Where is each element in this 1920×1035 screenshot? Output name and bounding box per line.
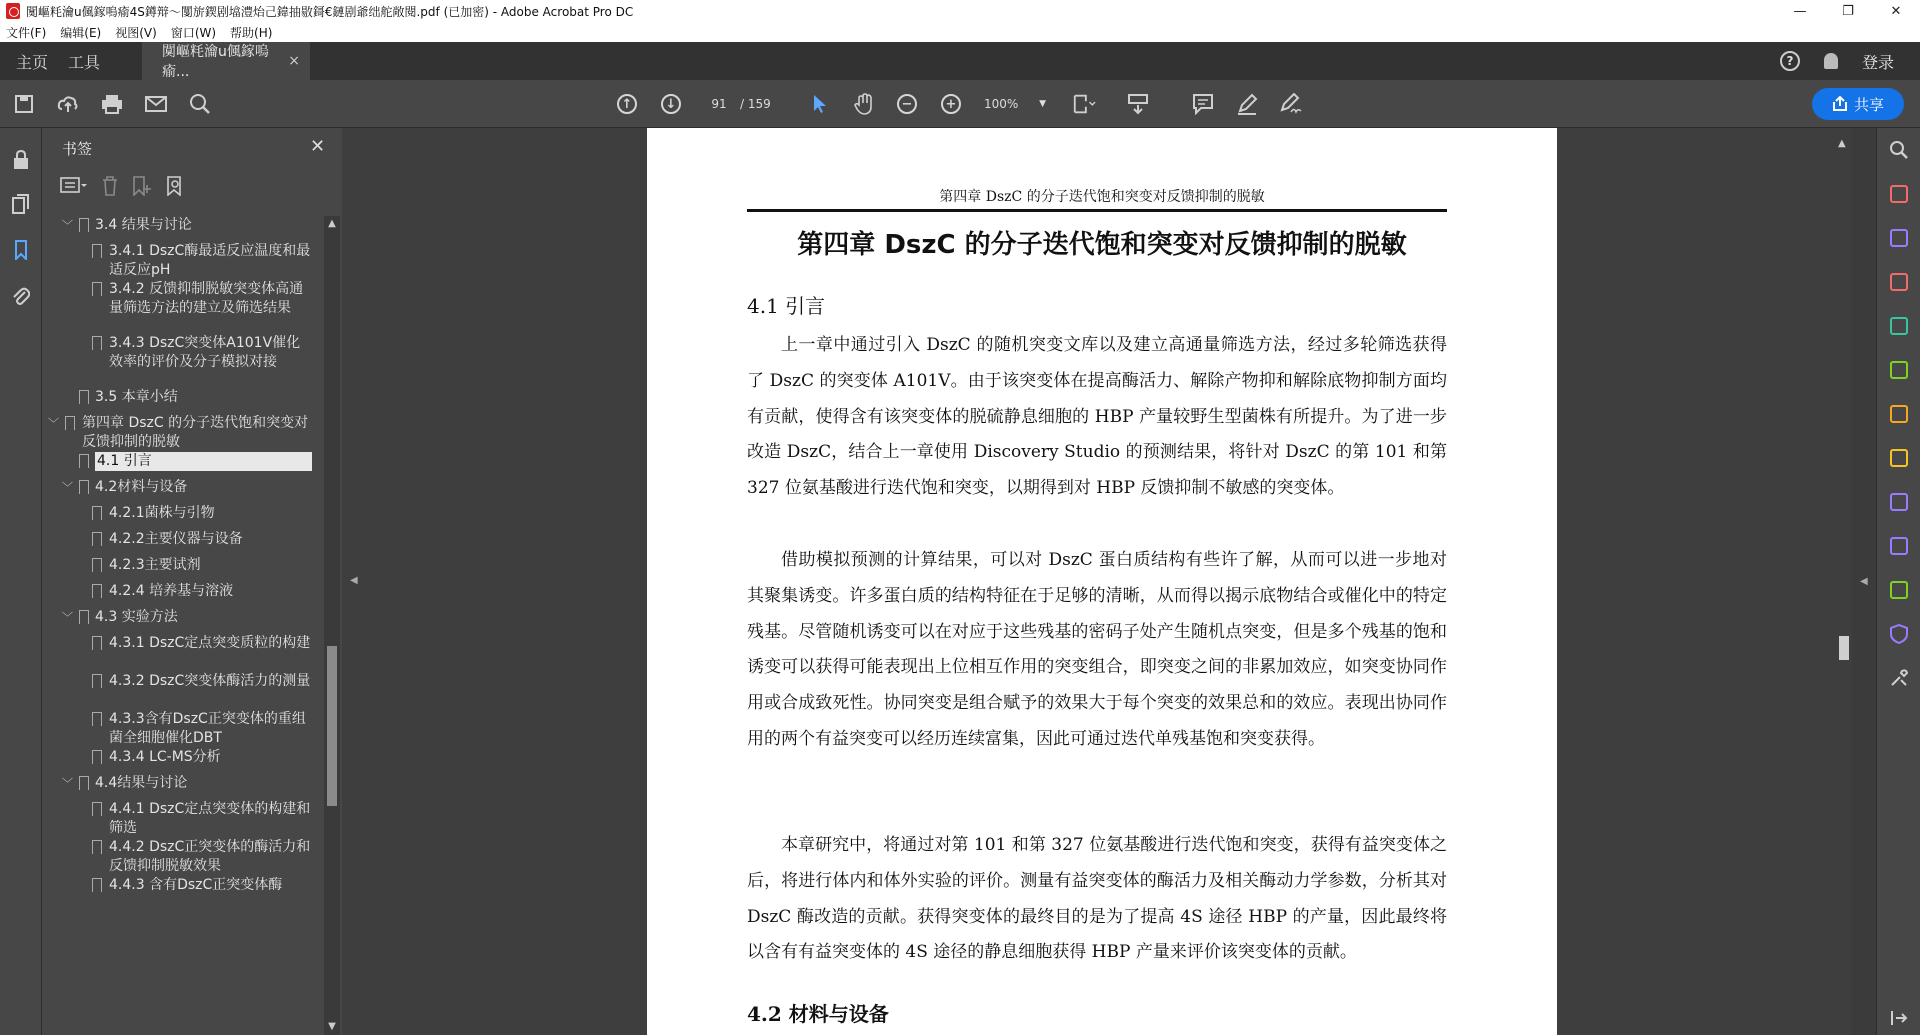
bookmark-label: 3.4.1 DszC酶最适反应温度和最适反应pH: [109, 243, 311, 278]
close-window-button[interactable]: ✕: [1890, 3, 1902, 19]
bookmark-flag-icon: [92, 336, 102, 350]
bookmark-label: 4.3.3含有DszC正突变体的重组菌全细胞催化DBT: [109, 711, 306, 746]
document-tab-label: 闃嶇粍瀹u偑鎵嗚瘉...: [162, 44, 269, 80]
bookmark-label: 4.2.1菌株与引物: [109, 505, 215, 521]
combine-files-icon[interactable]: [1889, 228, 1909, 248]
notification-bell-icon[interactable]: [1824, 53, 1838, 69]
hand-tool-icon[interactable]: [852, 92, 876, 116]
comment-icon[interactable]: [1191, 92, 1215, 116]
print-production-icon[interactable]: [1889, 580, 1909, 600]
email-icon[interactable]: [144, 92, 168, 116]
bookmark-flag-icon: [92, 636, 102, 650]
left-navigation-strip: [0, 128, 42, 1035]
expand-chevron-icon[interactable]: ﹀: [62, 481, 73, 494]
bookmark-flag-icon: [92, 532, 102, 546]
share-icon: [1832, 96, 1848, 112]
paragraph-3: 本章研究中，将通过对第 101 和第 327 位氨基酸进行迭代饱和突变，获得有益突变体之后，将进行体内和体外实验的评价。测量有益突变体的酶活力及相关酶动力学参数，分析其对 DszC 酶改造的贡献。获得突变体的最终目的是为了提高 4S 途径 HBP 的产量，因此最终将以含有有益突变体的 4S 途径的静息细胞获得 HBP 产量来评价该突变体的贡献。: [747, 835, 1447, 963]
help-icon[interactable]: ?: [1780, 51, 1800, 71]
bookmark-flag-icon: [92, 244, 102, 258]
section-heading-materials: 4.2 材料与设备: [747, 1002, 889, 1026]
bookmark-flag-icon: [92, 674, 102, 688]
window-title: 闃嶇粍瀹u偑鎵嗚瘉4S鐏辩～闅旂鍥剧墖澧炲己鍏抽敭鎶€鏈剧爺绌舵敞閱.pdf (已加密) - Adobe Acrobat Pro DC: [26, 4, 634, 19]
menu-window[interactable]: 窗口(W): [170, 25, 217, 40]
enhance-scan-icon[interactable]: [1889, 140, 1909, 160]
bookmark-flag-icon: [65, 416, 75, 430]
paragraph-2: 借助模拟预测的计算结果，可以对 DszC 蛋白质结构有些许了解，从而可以进一步地对其聚集诱变。许多蛋白质的结构特征在于足够的清晰，从而得以揭示底物结合或催化中的特定残基。尽管随机诱变可以在对应于这些残基的密码子处产生随机点突变，但是多个残基的饱和诱变可以获得可能表现出上位相互作用的突变组合，即突变之间的非累加效应，如突变协同作用或合成致死性。协同突变是组合赋予的效果大于每个突变的效果总和的效应。表现出协同作用的两个有益突变可以经历连续富集，因此可通过迭代单残基饱和突变获得。: [747, 550, 1447, 749]
upload-cloud-icon[interactable]: [56, 92, 80, 116]
delete-bookmark-icon[interactable]: [102, 176, 118, 200]
running-header: 第四章 DszC 的分子迭代饱和突变对反馈抑制的脱敏: [939, 189, 1265, 205]
bookmark-flag-icon: [92, 584, 102, 598]
bookmark-flag-icon: [92, 558, 102, 572]
close-panel-icon[interactable]: ✕: [310, 136, 326, 157]
bookmark-flag-icon: [92, 506, 102, 520]
main-toolbar: [0, 80, 1920, 128]
create-pdf-icon[interactable]: [1889, 184, 1909, 204]
tab-tools[interactable]: 工具: [68, 52, 101, 72]
section-heading-intro: 4.1 引言: [747, 294, 826, 318]
document-scrollbar[interactable]: [1836, 128, 1852, 1035]
chapter-title: 第四章 DszC 的分子迭代饱和突变对反馈抑制的脱敏: [797, 230, 1407, 260]
bookmark-panel-icon[interactable]: [11, 240, 31, 260]
bookmark-label: 4.3 实验方法: [95, 609, 178, 625]
request-signature-icon[interactable]: [1889, 536, 1909, 556]
menu-file[interactable]: 文件(F): [6, 25, 47, 40]
bookmark-flag-icon: [92, 712, 102, 726]
page-total: / 159: [740, 97, 771, 111]
export-pdf-icon[interactable]: [1889, 316, 1909, 336]
menu-view[interactable]: 视图(V): [115, 25, 157, 40]
bookmark-label: 4.4.1 DszC定点突变体的构建和筛选: [109, 801, 311, 836]
fit-page-icon[interactable]: [1072, 92, 1096, 116]
fill-sign-icon[interactable]: [1889, 492, 1909, 512]
scroll-up-icon[interactable]: ▲: [328, 218, 336, 229]
tab-home[interactable]: 主页: [16, 52, 49, 72]
maximize-button[interactable]: ❐: [1842, 3, 1854, 19]
bookmark-flag-icon: [92, 878, 102, 892]
search-icon[interactable]: [188, 92, 212, 116]
close-tab-icon[interactable]: ×: [288, 53, 301, 69]
bookmark-flag-icon: [79, 390, 89, 404]
save-icon[interactable]: [12, 92, 36, 116]
zoom-out-icon[interactable]: −: [895, 92, 919, 116]
collapse-left-panel-icon[interactable]: ◀: [350, 575, 358, 586]
expand-tools-icon[interactable]: [1889, 1008, 1909, 1028]
pdf-page: [647, 128, 1557, 1035]
bookmark-label: 4.4.3 含有DszC正突变体酶: [109, 877, 283, 893]
doc-scroll-thumb[interactable]: [1839, 636, 1849, 660]
new-bookmark-icon[interactable]: [132, 176, 152, 200]
bookmark-flag-icon: [92, 282, 102, 296]
share-button[interactable]: [1812, 88, 1904, 120]
scroll-thumb[interactable]: [327, 646, 337, 806]
attachment-icon[interactable]: [11, 286, 31, 306]
tab-bar: [0, 42, 1920, 80]
bookmark-tree: [42, 216, 324, 1035]
bookmark-label: 3.4 结果与讨论: [95, 217, 192, 233]
bookmark-label: 3.4.3 DszC突变体A101V催化效率的评价及分子模拟对接: [109, 335, 301, 370]
previous-page-icon[interactable]: ↑: [615, 92, 639, 116]
scroll-mode-icon[interactable]: [1126, 92, 1150, 116]
menu-edit[interactable]: 编辑(E): [60, 25, 102, 40]
document-viewport[interactable]: [342, 128, 1837, 1035]
more-tools-icon[interactable]: [1889, 668, 1909, 688]
title-bar: [0, 0, 1920, 22]
highlight-pen-icon[interactable]: [1235, 92, 1259, 116]
bookmark-flag-icon: [79, 218, 89, 232]
bookmark-label: 4.4.2 DszC正突变体的酶活力和反馈抑制脱敏效果: [109, 839, 311, 874]
bookmark-label: 4.3.4 LC-MS分析: [109, 749, 221, 765]
bookmark-scrollbar[interactable]: [324, 216, 340, 1035]
bookmark-label: 3.4.2 反馈抑制脱敏突变体高通量筛选方法的建立及筛选结果: [109, 281, 304, 316]
next-page-icon[interactable]: ↓: [659, 92, 683, 116]
bookmark-label: 4.3.2 DszC突变体酶活力的测量: [109, 673, 311, 689]
login-button[interactable]: 登录: [1861, 52, 1894, 72]
bookmark-label: 4.2.2主要仪器与设备: [109, 531, 243, 547]
bookmark-flag-icon: [92, 840, 102, 854]
bookmark-label: 第四章 DszC 的分子迭代饱和突变对反馈抑制的脱敏: [82, 415, 309, 450]
page-number-input[interactable]: 91: [711, 97, 727, 111]
options-menu-icon[interactable]: [60, 176, 88, 200]
protect-shield-icon[interactable]: [1889, 624, 1909, 644]
edit-pdf-icon[interactable]: [1889, 360, 1909, 380]
send-for-review-icon[interactable]: [1889, 404, 1909, 424]
bookmark-label: 4.2.3主要试剂: [109, 557, 201, 573]
bookmark-flag-icon: [79, 480, 89, 494]
collapse-right-panel-icon[interactable]: ◀: [1860, 576, 1868, 587]
zoom-value: 100%: [984, 97, 1019, 111]
scroll-down-icon[interactable]: ▼: [328, 1021, 336, 1032]
bookmark-tools: [60, 176, 186, 200]
bookmark-label: 4.4结果与讨论: [95, 775, 188, 791]
chevron-down-icon: ▼: [1039, 99, 1046, 109]
pdf-app-icon: [6, 3, 20, 19]
bookmark-label: 4.1 引言: [95, 452, 312, 471]
minimize-button[interactable]: —: [1793, 3, 1807, 19]
right-tools-strip: [1876, 128, 1920, 1035]
bookmarks-panel: [42, 128, 342, 1035]
comment-tool-icon[interactable]: [1889, 448, 1909, 468]
share-label: 共享: [1853, 95, 1884, 114]
bookmark-label: 4.2.4 培养基与溶液: [109, 583, 234, 599]
organize-pages-icon[interactable]: [1889, 272, 1909, 292]
bookmarks-title: 书签: [62, 140, 93, 158]
bookmark-flag-icon: [79, 610, 89, 624]
header-rule: [747, 209, 1447, 212]
find-bookmark-icon[interactable]: [166, 176, 186, 200]
print-icon[interactable]: [100, 92, 124, 116]
bookmark-label: 4.2材料与设备: [95, 479, 188, 495]
select-cursor-icon[interactable]: [808, 92, 832, 116]
zoom-dropdown[interactable]: [980, 92, 1050, 116]
bookmark-flag-icon: [79, 776, 89, 790]
doc-scroll-up-icon[interactable]: ▲: [1838, 138, 1846, 149]
lock-icon[interactable]: [11, 150, 31, 170]
expand-chevron-icon[interactable]: ﹀: [62, 777, 73, 790]
page-thumbnails-icon[interactable]: [11, 194, 31, 214]
bookmark-label: 4.3.1 DszC定点突变质粒的构建: [109, 635, 311, 651]
expand-chevron-icon[interactable]: ﹀: [48, 417, 59, 430]
bookmark-label: 3.5 本章小结: [95, 389, 178, 405]
bookmark-flag-icon: [92, 802, 102, 816]
bookmark-flag-icon: [92, 750, 102, 764]
expand-chevron-icon[interactable]: ﹀: [62, 611, 73, 624]
menu-bar: [0, 22, 1920, 42]
paragraph-1: 上一章中通过引入 DszC 的随机突变文库以及建立高通量筛选方法，经过多轮筛选获得了 DszC 的突变体 A101V。由于该突变体在提高酶活力、解除产物抑和解除底物抑制方面均有贡献，使得含有该突变体的脱硫静息细胞的 HBP 产量较野生型菌株有所提升。为了进一步改造 DszC，结合上一章使用 Discovery Studio 的预测结果，将针对 DszC 的第 101 和第 327 位氨基酸进行迭代饱和突变，以期得到对 HBP 反馈抑制不敏感的突变体。: [747, 335, 1447, 499]
window-controls: [1776, 0, 1920, 22]
menu-help[interactable]: 帮助(H): [230, 25, 273, 40]
bookmark-flag-icon: [79, 454, 89, 468]
expand-chevron-icon[interactable]: ﹀: [62, 219, 73, 232]
zoom-in-icon[interactable]: +: [939, 92, 963, 116]
tab-document[interactable]: [142, 42, 310, 80]
sign-icon[interactable]: [1279, 92, 1303, 116]
